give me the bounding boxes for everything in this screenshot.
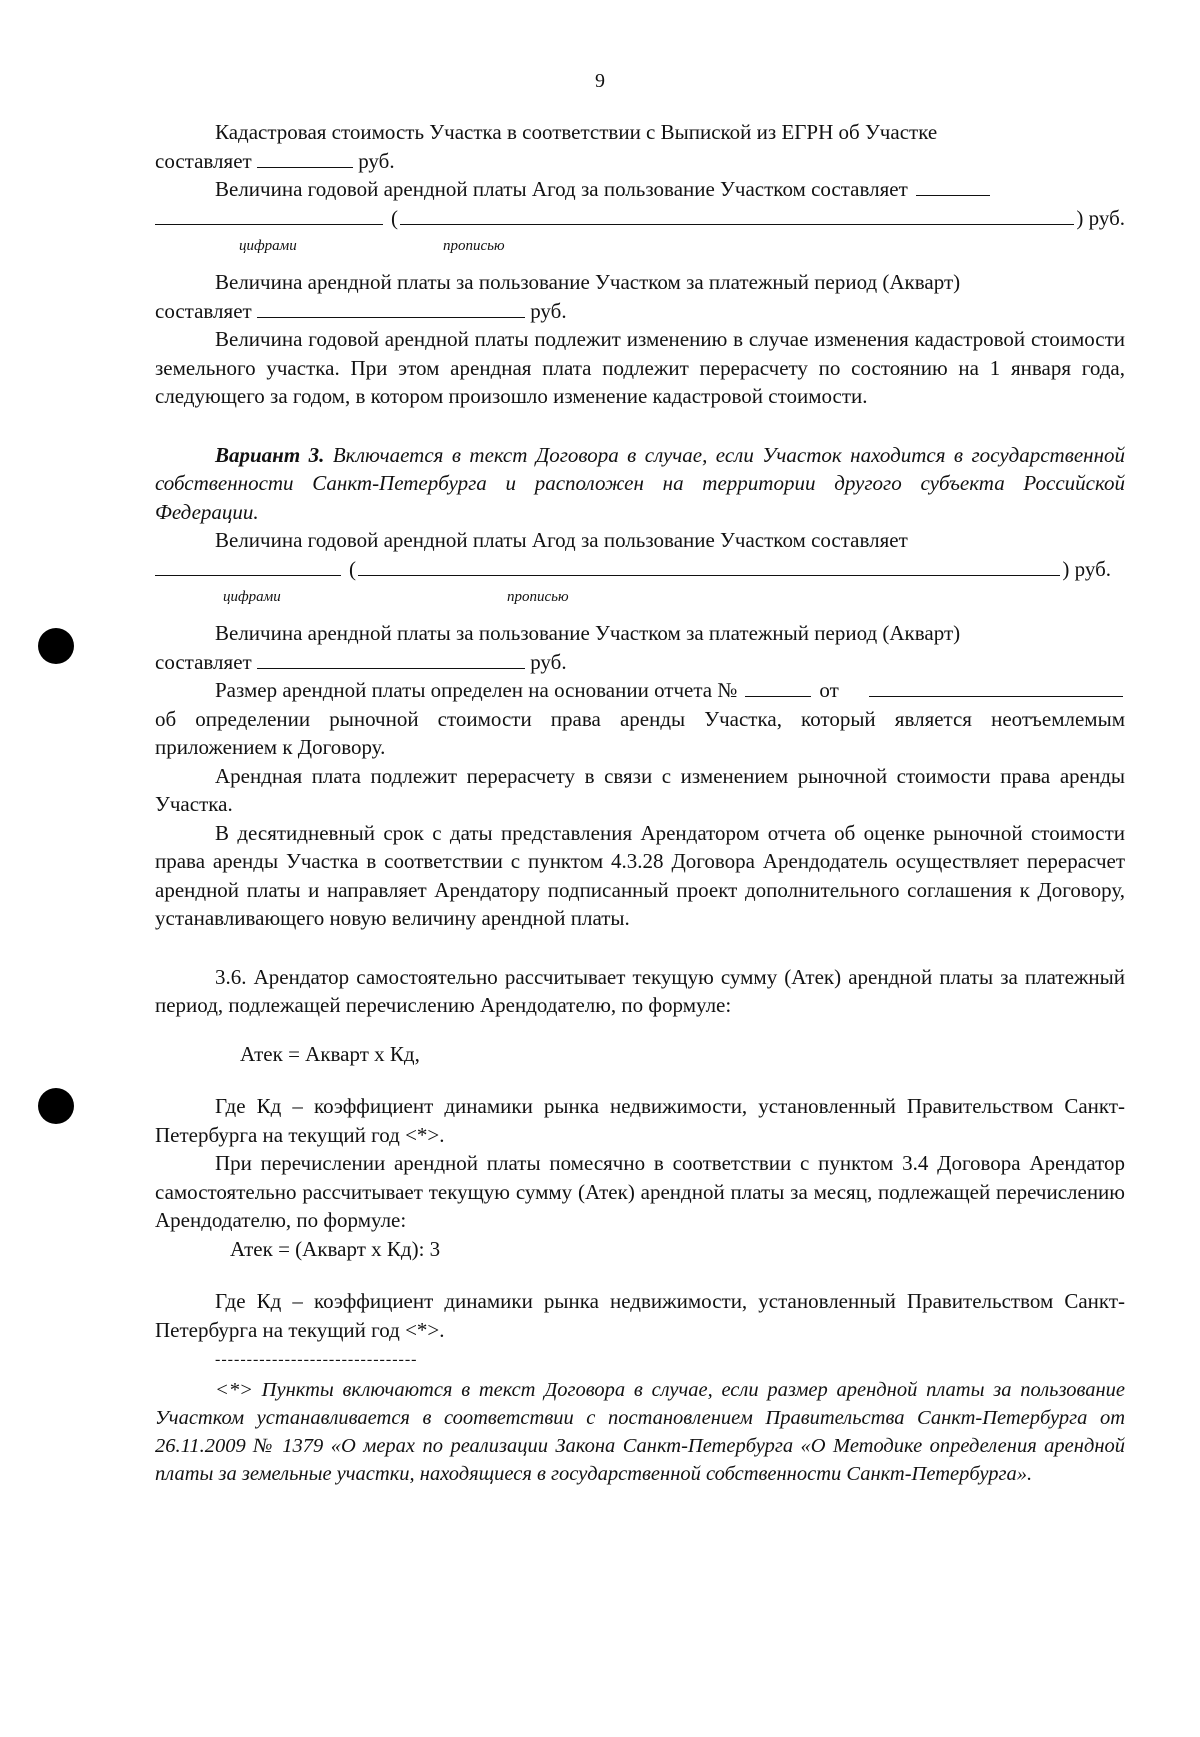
punch-hole-bottom [38,1088,74,1124]
period1-blank [257,299,525,318]
annual1-captions [155,232,1125,254]
report-line [155,676,1125,705]
kd-definition-2: Где Кд – коэффициент динамики рынка недвижимости, установленный Правительством Санкт-Петербурга на текущий год <*>. [155,1289,1125,1342]
period1-line: Величина арендной платы за пользование Участком за платежный период (Акварт) [215,270,961,294]
annual1-words-blank [400,206,1074,225]
formula-quarterly: Атек = Акварт х Кд, [240,1041,420,1066]
period2-pre: составляет [155,649,252,674]
kd-definition-1: Где Кд – коэффициент динамики рынка недвижимости, установленный Правительством Санкт-Петербурга на текущий год <*>. [155,1094,1125,1147]
report-rest: об определении рыночной стоимости права аренды Участка, который является неотъемлемым приложением к Договору. [155,706,1125,759]
variant3-paragraph [155,441,1125,527]
annual2-open-paren: ( [349,556,356,581]
annual1-value-line [155,204,1125,233]
annual2-value-line [155,555,1125,584]
footnote-separator: -------------------------------- [215,1351,418,1368]
report-pre: Размер арендной платы определен на основании отчета № [215,678,738,702]
period1-post: руб. [530,298,567,323]
punch-hole-top [38,628,74,664]
cadastral-pre: составляет [155,148,252,173]
cadastral-blank [257,149,353,168]
cadastral-value-line [155,147,1125,176]
annual1-digits-blank [155,206,383,225]
variant3-text: Включается в текст Договора в случае, если Участок находится в государственной собственности Санкт-Петербурга и расположен на территории другого субъекта Российской Федерации. [155,442,1125,524]
clause-3-6: 3.6. Арендатор самостоятельно рассчитывает текущую сумму (Атек) арендной платы за платежный период, подлежащей перечислению Арендодателю, по формуле: [155,964,1125,1017]
period2-post: руб. [530,649,567,674]
period2-value-line [155,648,1125,677]
annual1-open-paren: ( [391,205,398,230]
change-paragraph: Величина годовой арендной платы подлежит изменению в случае изменения кадастровой стоимости земельного участка. При этом арендная плата подлежит перерасчету по состоянию на 1 января года, следующего за годом, в котором произошло изменение кадастровой стоимости. [155,327,1125,408]
annual2-captions [155,583,1125,605]
annual2-digits-blank [155,557,341,576]
annual2-words-blank [358,557,1060,576]
cadastral-post: руб. [358,148,395,173]
report-mid: от [819,678,839,702]
annual2-caption-digits: цифрами [223,589,281,605]
annual1-text: Величина годовой арендной платы Агод за пользование Участком составляет [215,177,908,201]
page-number: 9 [595,70,605,92]
annual1-close: ) руб. [1076,205,1125,230]
annual1-line [155,175,1125,204]
formula-monthly: Атек = (Акварт х Кд): 3 [230,1236,441,1261]
period1-pre: составляет [155,298,252,323]
monthly-paragraph: При перечислении арендной платы помесячно в соответствии с пунктом 3.4 Договора Арендатор самостоятельно рассчитывает текущую сумму (Атек) арендной платы за месяц, подлежащей перечислению Арендодателю, по формуле: [155,1151,1125,1232]
annual2-caption-words: прописью [507,589,569,605]
cadastral-line: Кадастровая стоимость Участка в соответствии с Выпиской из ЕГРН об Участке [215,120,938,144]
report-date-blank [869,678,1123,697]
variant3-label: Вариант 3. [215,442,325,467]
period2-blank [257,650,525,669]
recalc-paragraph: Арендная плата подлежит перерасчету в связи с изменением рыночной стоимости права аренды Участка. [155,763,1125,816]
annual1-caption-digits: цифрами [239,238,297,254]
period2-line: Величина арендной платы за пользование Участком за платежный период (Акварт) [215,621,961,645]
footnote: <*> Пункты включаются в текст Договора в случае, если размер арендной платы за пользование Участком устанавливается в соответствии с постановлением Правительства Санкт-Петербурга от 26.11.2009 № 1379 «О мерах по реализации Закона Санкт-Петербурга «О Методике определения арендной платы за земельные участки, находящиеся в государственной собственности Санкт-Петербурга». [155,1379,1125,1485]
ten-day-paragraph: В десятидневный срок с даты представления Арендатором отчета об оценке рыночной стоимости права аренды Участка в соответствии с пунктом 4.3.28 Договора Арендодатель осуществляет перерасчет арендной платы и направляет Арендатору подписанный проект дополнительного соглашения к Договору, устанавливающего новую величину арендной платы. [155,820,1125,930]
annual1-blank-end [916,177,990,196]
annual1-caption-words: прописью [443,238,505,254]
period1-value-line [155,297,1125,326]
annual2-line: Величина годовой арендной платы Агод за пользование Участком составляет [215,528,908,552]
document-body [155,118,1125,1488]
annual2-close: ) руб. [1062,556,1111,581]
report-number-blank [745,678,811,697]
